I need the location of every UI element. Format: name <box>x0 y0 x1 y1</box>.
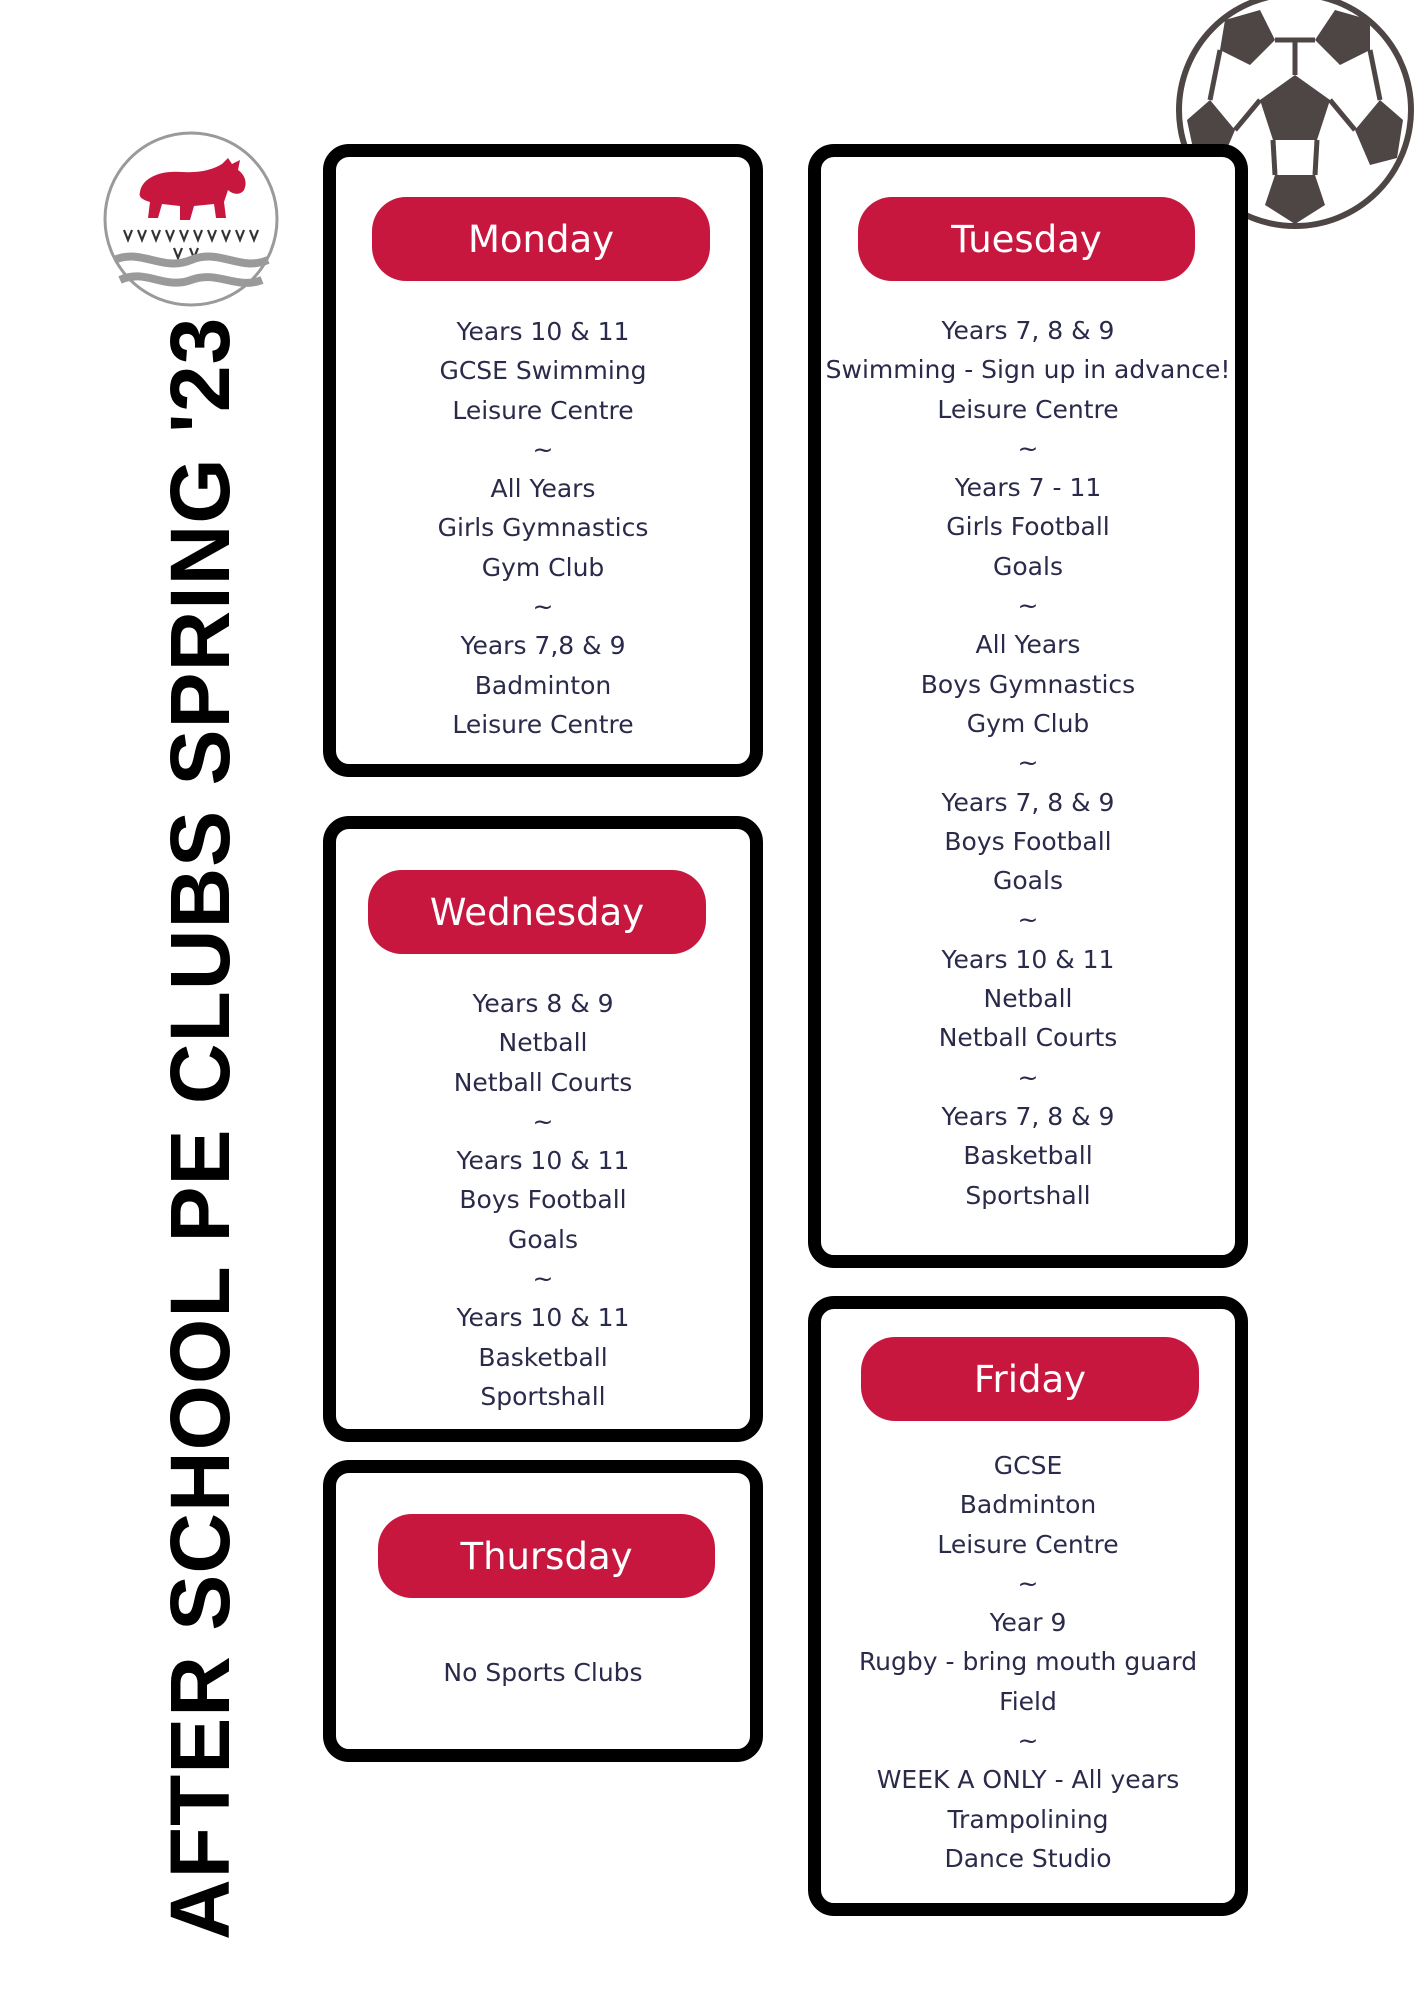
list-item: Years 7, 8 & 9 <box>941 1101 1115 1131</box>
list-item: Boys Football <box>944 826 1112 856</box>
list-item: Leisure Centre <box>452 709 634 739</box>
list-item: Field <box>999 1686 1057 1716</box>
list-item: Years 10 & 11 <box>456 1303 630 1333</box>
page-title: AFTER SCHOOL PE CLUBS SPRING '23 <box>153 316 247 1940</box>
list-item: Years 10 & 11 <box>941 944 1115 974</box>
tuesday-heading: Tuesday <box>858 197 1195 281</box>
list-item: Gym Club <box>966 708 1090 738</box>
list-item: Goals <box>993 866 1063 896</box>
list-item: ~ <box>532 1264 554 1294</box>
list-item: Rugby - bring mouth guard <box>858 1647 1198 1677</box>
list-item: GCSE <box>993 1451 1063 1480</box>
list-item: WEEK A ONLY - All years <box>876 1765 1180 1795</box>
list-item: Goals <box>993 551 1063 581</box>
list-item: Years 7 - 11 <box>954 473 1102 503</box>
list-item: Years 7, 8 & 9 <box>941 316 1115 345</box>
thursday-clubs <box>336 1653 750 1692</box>
list-item: Year 9 <box>989 1608 1067 1638</box>
monday-heading: Monday <box>372 197 710 281</box>
list-item: ~ <box>1017 433 1039 463</box>
thursday-heading: Thursday <box>378 1514 715 1598</box>
list-item: Sportshall <box>965 1180 1091 1210</box>
list-item: ~ <box>1017 1568 1039 1598</box>
tuesday-card <box>808 144 1248 1268</box>
list-item: ~ <box>1017 905 1039 935</box>
list-item: Years 7,8 & 9 <box>460 631 626 661</box>
list-item: ~ <box>1017 1062 1039 1092</box>
list-item: All Years <box>975 630 1081 660</box>
list-item: Swimming - Sign up in advance! <box>825 355 1231 385</box>
list-item: Girls Gymnastics <box>437 513 649 543</box>
list-item: ~ <box>532 1106 554 1136</box>
list-item: Leisure Centre <box>937 1529 1119 1559</box>
monday-clubs <box>336 312 750 744</box>
list-item: Gym Club <box>481 552 605 582</box>
list-item: Netball <box>498 1028 588 1058</box>
list-item: Netball Courts <box>453 1067 633 1097</box>
list-item: Leisure Centre <box>452 395 634 425</box>
list-item: Years 10 & 11 <box>456 317 630 346</box>
list-item: ~ <box>532 592 554 622</box>
list-item: Sportshall <box>480 1381 606 1411</box>
wednesday-clubs <box>336 984 750 1416</box>
list-item: Basketball <box>478 1342 608 1372</box>
wednesday-heading: Wednesday <box>368 870 706 954</box>
list-item: Boys Football <box>459 1185 627 1215</box>
school-logo <box>102 130 280 308</box>
list-item: Netball <box>983 984 1073 1014</box>
list-item: GCSE Swimming <box>439 356 647 386</box>
list-item: ~ <box>1017 1726 1039 1756</box>
friday-heading: Friday <box>861 1337 1199 1421</box>
list-item: Goals <box>508 1224 578 1254</box>
list-item: Boys Gymnastics <box>920 669 1136 699</box>
list-item: ~ <box>1017 591 1039 621</box>
list-item: Badminton <box>474 670 612 700</box>
thursday-card <box>323 1460 763 1762</box>
list-item: Netball Courts <box>938 1023 1118 1053</box>
wednesday-card <box>323 816 763 1442</box>
list-item: Leisure Centre <box>937 394 1119 424</box>
list-item: Girls Football <box>946 512 1110 542</box>
list-item: ~ <box>1017 748 1039 778</box>
list-item: Badminton <box>959 1490 1097 1520</box>
list-item: No Sports Clubs <box>443 1658 643 1687</box>
friday-clubs <box>821 1446 1235 1878</box>
tuesday-clubs <box>821 311 1235 1215</box>
list-item: Years 10 & 11 <box>456 1146 630 1176</box>
list-item: Years 7, 8 & 9 <box>941 787 1115 817</box>
list-item: ~ <box>532 434 554 464</box>
list-item: Basketball <box>963 1141 1093 1171</box>
list-item: All Years <box>490 474 596 504</box>
list-item: Dance Studio <box>944 1843 1112 1873</box>
friday-card <box>808 1296 1248 1916</box>
monday-card <box>323 144 763 777</box>
list-item: Trampolining <box>947 1804 1109 1834</box>
list-item: Years 8 & 9 <box>472 989 614 1018</box>
